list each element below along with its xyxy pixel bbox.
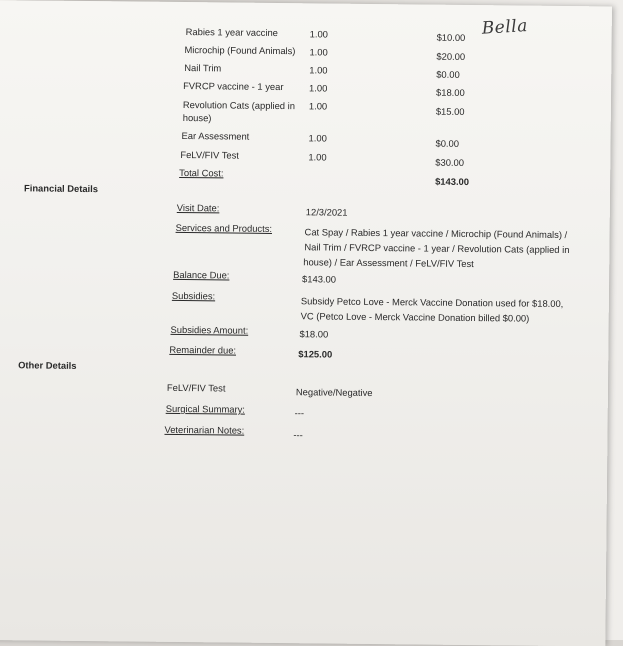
item-price: $30.00 (435, 156, 465, 168)
visit-date-value: 12/3/2021 (305, 206, 348, 218)
item-price: $0.00 (435, 137, 460, 149)
subsidies-amount-label: Subsidies Amount: (170, 323, 249, 336)
subsidies-amount-value: $18.00 (299, 328, 329, 340)
surgical-summary-value: --- (294, 407, 305, 419)
visit-date-label: Visit Date: (176, 201, 220, 214)
item-name: Rabies 1 year vaccine (185, 26, 278, 38)
total-cost-label: Total Cost: (179, 166, 224, 179)
financial-details-heading: Financial Details (23, 182, 99, 195)
item-name: Revolution Cats (applied in (182, 99, 296, 112)
item-qty: 1.00 (309, 28, 328, 40)
services-line: Nail Trim / FVRCP vaccine - 1 year / Revolution Cats (applied in (304, 241, 570, 256)
item-name: Nail Trim (184, 62, 222, 74)
subsidies-line: VC (Petco Love - Merck Vaccine Donation billed $0.00) (300, 310, 530, 324)
total-cost-value: $143.00 (435, 175, 470, 188)
item-price: $15.00 (435, 105, 465, 117)
item-qty: 1.00 (308, 100, 328, 112)
services-line: Cat Spay / Rabies 1 year vaccine / Microchip (Found Animals) / (304, 226, 568, 241)
services-line: house) / Ear Assessment / FeLV/FIV Test (303, 256, 474, 270)
item-name: Ear Assessment (181, 129, 250, 142)
vet-notes-label: Veterinarian Notes: (164, 423, 245, 436)
item-price: $0.00 (436, 68, 460, 80)
balance-due-label: Balance Due: (173, 268, 230, 281)
services-label: Services and Products: (175, 221, 273, 234)
handwritten-signature: Bella (481, 16, 529, 39)
felv-test-label: FeLV/FIV Test (166, 381, 226, 394)
item-qty: 1.00 (309, 82, 328, 94)
item-qty: 1.00 (308, 151, 327, 163)
item-qty: 1.00 (309, 46, 328, 58)
remainder-due-label: Remainder due: (169, 343, 237, 356)
item-name: FeLV/FIV Test (180, 148, 239, 161)
surgical-summary-label: Surgical Summary: (165, 402, 245, 415)
item-price: $20.00 (436, 50, 466, 62)
remainder-due-value: $125.00 (298, 348, 333, 360)
other-details-heading: Other Details (18, 359, 77, 371)
item-price: $10.00 (436, 31, 466, 43)
item-qty: 1.00 (308, 132, 327, 144)
item-price: $18.00 (436, 86, 465, 98)
felv-test-value: Negative/Negative (295, 386, 373, 399)
item-name: Microchip (Found Animals) (184, 44, 296, 57)
item-name: FVRCP vaccine - 1 year (183, 80, 284, 93)
balance-due-value: $143.00 (302, 273, 337, 285)
subsidies-line: Subsidy Petco Love - Merck Vaccine Donation used for $18.00, (300, 295, 564, 309)
vet-notes-value: --- (293, 429, 303, 441)
item-qty: 1.00 (309, 64, 328, 76)
item-name-cont: house) (182, 112, 212, 124)
subsidies-label: Subsidies: (171, 289, 216, 302)
